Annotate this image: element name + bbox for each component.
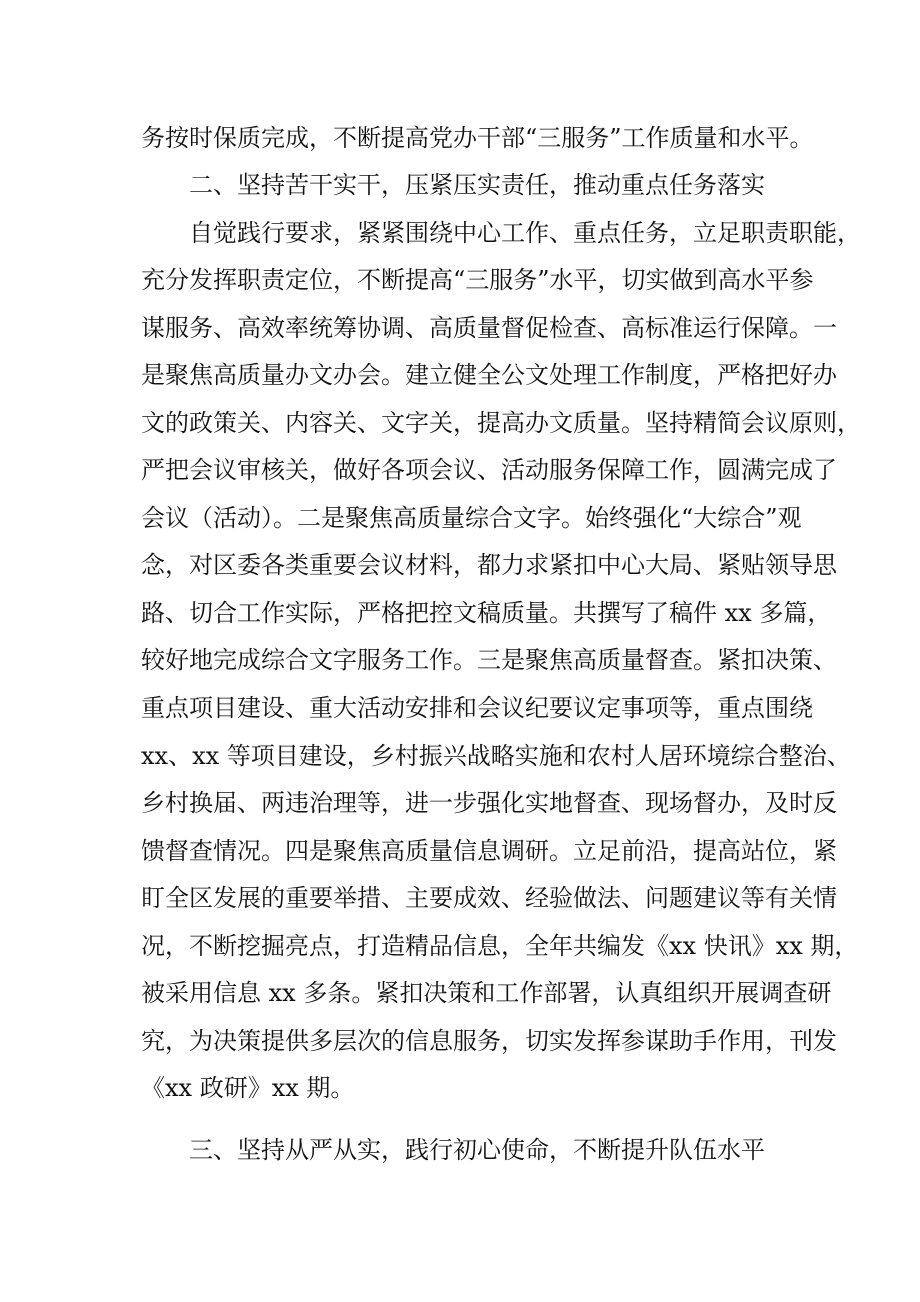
body-text-line: 会议（活动）。二是聚焦高质量综合文字。始终强化“大综合”观 bbox=[141, 504, 802, 532]
body-text-line: 自觉践行要求，紧紧围绕中心工作、重点任务，立足职责职能， bbox=[189, 219, 861, 247]
body-text-line: 较好地完成综合文字服务工作。三是聚焦高质量督查。紧扣决策、 bbox=[141, 646, 837, 674]
body-text-line: 谋服务、高效率统筹协调、高质量督促检查、高标准运行保障。一 bbox=[141, 314, 837, 342]
body-text-line: 是聚焦高质量办文办会。建立健全公文处理工作制度，严格把好办 bbox=[141, 361, 837, 389]
body-text-line: 重点项目建设、重大活动安排和会议纪要议定事项等，重点围绕 bbox=[141, 694, 813, 722]
section-heading-2: 二、坚持苦干实干，压紧压实责任，推动重点任务落实 bbox=[189, 171, 765, 199]
body-text-line: 念，对区委各类重要会议材料，都力求紧扣中心大局、紧贴领导思 bbox=[141, 551, 837, 579]
body-text-line: 严把会议审核关，做好各项会议、活动服务保障工作，圆满完成了 bbox=[141, 456, 837, 484]
body-text-line: 《xx 政研》xx 期。 bbox=[141, 1074, 355, 1102]
section-heading-3: 三、坚持从严从实，践行初心使命，不断提升队伍水平 bbox=[189, 1136, 765, 1164]
body-text-line: 路、切合工作实际，严格把控文稿质量。共撰写了稿件 xx 多篇， bbox=[141, 599, 832, 627]
body-text-line: 究，为决策提供多层次的信息服务，切实发挥参谋助手作用，刊发 bbox=[141, 1027, 837, 1055]
body-text-line: xx、xx 等项目建设，乡村振兴战略实施和农村人居环境综合整治、 bbox=[141, 742, 851, 770]
body-text-line: 盯全区发展的重要举措、主要成效、经验做法、问题建议等有关情 bbox=[141, 884, 837, 912]
body-text-line: 乡村换届、两违治理等，进一步强化实地督查、现场督办，及时反 bbox=[141, 789, 837, 817]
body-text-line: 被采用信息 xx 多条。紧扣决策和工作部署，认真组织开展调查研 bbox=[141, 979, 832, 1007]
body-text-line: 务按时保质完成，不断提高党办干部“三服务”工作质量和水平。 bbox=[141, 124, 814, 152]
body-text-line: 馈督查情况。四是聚焦高质量信息调研。立足前沿，提高站位，紧 bbox=[141, 837, 837, 865]
body-text-line: 况，不断挖掘亮点，打造精品信息，全年共编发《xx 快讯》xx 期， bbox=[141, 932, 859, 960]
body-text-line: 文的政策关、内容关、文字关，提高办文质量。坚持精简会议原则， bbox=[141, 409, 861, 437]
body-text-line: 充分发挥职责定位，不断提高“三服务”水平，切实做到高水平参 bbox=[141, 266, 814, 294]
